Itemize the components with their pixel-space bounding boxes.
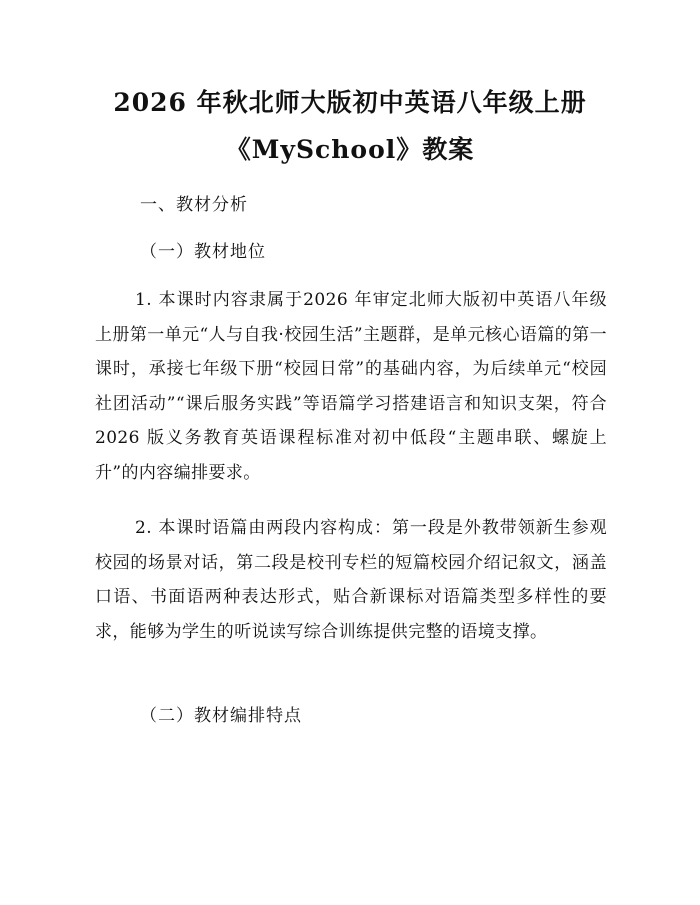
subsection-heading-arrangement-features: （二）教材编排特点 bbox=[140, 706, 302, 726]
paragraph-2: 2. 本课时语篇由两段内容构成：第一段是外教带领新生参观校园的场景对话，第二段是校刊专栏的短篇校园介绍记叙文，涵盖口语、书面语两种表达形式，贴合新课标对语篇类型多样性的要求，能够为学生的听说读写综合训练提供完整的语境支撑。 bbox=[95, 518, 607, 642]
subsection-heading-material-position: （一）教材地位 bbox=[140, 242, 266, 262]
paragraph-1: 1. 本课时内容隶属于2026 年审定北师大版初中英语八年级上册第一单元“人与自我·校园生活”主题群，是单元核心语篇的第一课时，承接七年级下册“校园日常”的基础内容，为后续单元“校园社团活动”“课后服务实践”等语篇学习搭建语言和知识支架，符合 2026 版义务教育英语课程标准对初中低段“主题串联、螺旋上升”的内容编排要求。 bbox=[95, 290, 607, 483]
section-heading-teaching-material-analysis: 一、教材分析 bbox=[140, 195, 248, 215]
document-title-line-2: 《MySchool》教案 bbox=[225, 135, 475, 164]
document-title-line-1: 2026 年秋北师大版初中英语八年级上册 bbox=[113, 88, 587, 117]
